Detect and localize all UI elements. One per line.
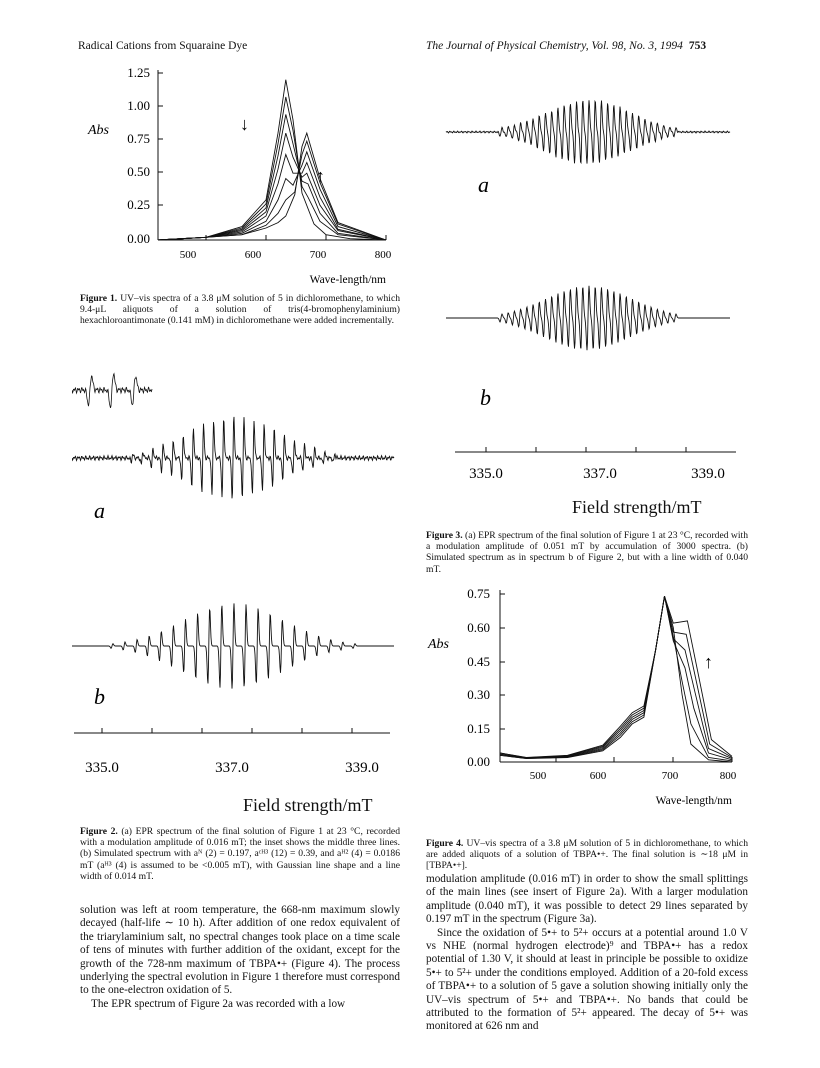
figure-4-xlabel: Wave-length/nm (655, 795, 732, 807)
figure-1-xtick: 600 (244, 249, 262, 261)
figure-4-ytick: 0.45 (467, 654, 490, 669)
figure-2-panel-b: b (94, 684, 105, 709)
figure-1-chart (78, 60, 408, 290)
figure-3-xtick: 337.0 (583, 466, 617, 482)
figure-1-ytick: 1.00 (127, 98, 150, 113)
figure-2b-spectrum (72, 603, 394, 688)
spectrum-line-1 (158, 80, 386, 240)
figure-4-series (500, 596, 732, 762)
figure-2-caption-label: Figure 2. (80, 826, 118, 837)
page-number: 753 (688, 40, 707, 52)
epr-trace (72, 374, 152, 408)
body-paragraph: modulation amplitude (0.016 mT) in order to show the small splittings of the main lines (see insert of Figure 2a). With a larger modulation amplitude (0.040 mT), it was possible to detect 29 lines separated by 0.197 mT in the spectrum (Figure 3a). (426, 873, 748, 926)
figure-3-panel-a: a (478, 172, 489, 197)
figure-1-caption (80, 293, 400, 327)
figure-3-epr (440, 60, 750, 485)
figure-4-ytick: 0.15 (467, 721, 490, 736)
figure-2-inset (72, 374, 152, 408)
spectrum-line-5 (500, 596, 732, 758)
spectrum-line-4 (500, 596, 732, 758)
figure-4-xtick: 800 (719, 770, 737, 782)
figure-1-caption-text: UV–vis spectra of a 3.8 μM solution of 5 in dichloromethane, to which 9.4-μL aliquots of a solution of tris(4-bromophenylaminium) hexachloroantimonate (0.141 mM) in dichloromethane were added incrementally. (80, 293, 400, 327)
figure-4-ylabel: Abs (428, 637, 449, 652)
figure-1-ytick: 0.50 (127, 164, 150, 179)
figure-3-xlabel: Field strength/mT (572, 497, 702, 517)
figure-1-xtick: 800 (374, 249, 392, 261)
epr-trace (72, 417, 394, 498)
figure-4-caption-text: UV–vis spectra of a 3.8 μM solution of 5 in dichloromethane, to which are added aliquots of a solution of TBPA•+. The final solution is ∼18 μM in [TBPA•+]. (426, 838, 748, 872)
figure-3-caption-label: Figure 3. (426, 530, 463, 541)
figure-2-xtick: 335.0 (85, 760, 119, 776)
figure-4-caption (426, 838, 748, 872)
figure-3a-spectrum (446, 100, 730, 163)
spectrum-line-2 (500, 596, 732, 761)
figure-4-x-ticks (530, 770, 737, 782)
figure-3-xtick: 335.0 (469, 466, 503, 482)
figure-4-chart (420, 582, 750, 812)
figure-1-xtick: 700 (309, 249, 327, 261)
body-paragraph: solution was left at room temperature, the 668-nm maximum slowly decayed (half-life ∼ 10 h). After addition of one redox equivalent of the triarylaminium salt, no spectral changes took place on a time scale of tens of minutes with further addition of the oxidant, except for the growth of the 728-nm maximum of TBPA•+ (Figure 4). The process underlying the spectral evolution in Figure 1 therefore must correspond to the one-electron oxidation of 5. (80, 904, 400, 997)
epr-trace (446, 100, 730, 163)
figure-2-caption-text: (a) EPR spectrum of the final solution of Figure 1 at 23 °C, recorded with a modulation amplitude of 0.016 mT; the inset shows the middle three lines. (b) Simulated spectrum with aᴺ (2) = 0.197, aᶜᴴ³ (12) = 0.39, and aᴴ² (4) = 0.0186 mT (aᴴ³ (4) is assumed to be <0.005 mT), with Gaussian line shape and a line width of 0.014 mT. (80, 826, 400, 882)
figure-4-ytick: 0.30 (467, 687, 490, 702)
figure-4-increase-arrow: ↑ (704, 652, 713, 672)
figure-3b-spectrum (446, 286, 730, 350)
figure-4-xtick: 700 (661, 770, 679, 782)
spectrum-line-8 (158, 133, 386, 240)
figure-4-xtick: 600 (589, 770, 607, 782)
figure-4-caption-label: Figure 4. (426, 838, 464, 849)
figure-1-caption-label: Figure 1. (80, 293, 118, 304)
figure-3-caption (426, 530, 748, 575)
epr-trace (446, 286, 730, 350)
running-header-left: Radical Cations from Squaraine Dye (78, 40, 248, 52)
figure-1-xlabel: Wave-length/nm (309, 274, 386, 286)
spectrum-line-4 (158, 133, 386, 240)
body-left-column (80, 904, 400, 1011)
figure-1-x-ticks (180, 249, 392, 261)
body-paragraph: Since the oxidation of 5•+ to 5²+ occurs at a potential around 1.0 V vs NHE (normal hydrogen electrode)⁹ and TBPA•+ has a redox potential of 1.30 V, it should at least in principle be possible to oxidize 5•+ to 5²+ under the conditions employed. Addition of a 20-fold excess of TBPA•+ to a solution of 5 gave a solution showing initially only the UV–vis spectrum of 5•+ and TBPA•+. No bands that could be attributed to the formation of 5²+ appeared. The decay of 5•+ was monitored at 626 nm and (426, 926, 748, 1033)
figure-1-ytick: 0.75 (127, 131, 150, 146)
figure-2-panel-a: a (94, 498, 105, 523)
figure-1-ytick: 0.00 (127, 231, 150, 246)
figure-1-decrease-arrow: ↓ (240, 114, 249, 134)
epr-trace (72, 603, 394, 688)
figure-2a-spectrum (72, 417, 394, 498)
figure-1-ylabel: Abs (88, 123, 109, 138)
body-paragraph: The EPR spectrum of Figure 2a was recorded with a low (91, 997, 346, 1010)
figure-3-caption-text: (a) EPR spectrum of the final solution of Figure 1 at 23 °C, recorded with a modulation amplitude of 0.051 mT by accumulation of 3000 spectra. (b) Simulated spectrum as in spectrum b of Figure 2, but with a line width of 0.040 mT. (426, 530, 748, 575)
running-header-right (426, 40, 706, 52)
figure-4-ytick: 0.60 (467, 620, 490, 635)
figure-1-increase-arrow: ↑ (316, 166, 325, 186)
figure-1-xtick: 500 (179, 249, 197, 261)
figure-2-xlabel: Field strength/mT (243, 795, 373, 815)
figure-4-ytick: 0.75 (467, 586, 490, 601)
figure-2-xtick: 337.0 (215, 760, 249, 776)
figure-1-ytick: 1.25 (127, 65, 150, 80)
figure-3-axis (455, 447, 736, 452)
figure-1-y-ticks (127, 65, 150, 246)
figure-4-ytick: 0.00 (467, 754, 490, 769)
spectrum-line-3 (158, 114, 386, 240)
body-right-column (426, 873, 748, 1034)
figure-1-ytick: 0.25 (127, 197, 150, 212)
figure-1-series (158, 80, 386, 240)
figure-2-caption (80, 826, 400, 882)
figure-4-xtick: 500 (529, 770, 547, 782)
journal-citation: The Journal of Physical Chemistry, Vol. 98, No. 3, 1994 (426, 40, 683, 52)
figure-4-y-ticks (467, 586, 490, 769)
figure-2-axis (74, 728, 390, 733)
figure-2-epr (72, 350, 412, 790)
figure-2-xtick: 339.0 (345, 760, 379, 776)
figure-3-panel-b: b (480, 385, 491, 410)
figure-1-axes (158, 70, 386, 240)
figure-3-xtick: 339.0 (691, 466, 725, 482)
